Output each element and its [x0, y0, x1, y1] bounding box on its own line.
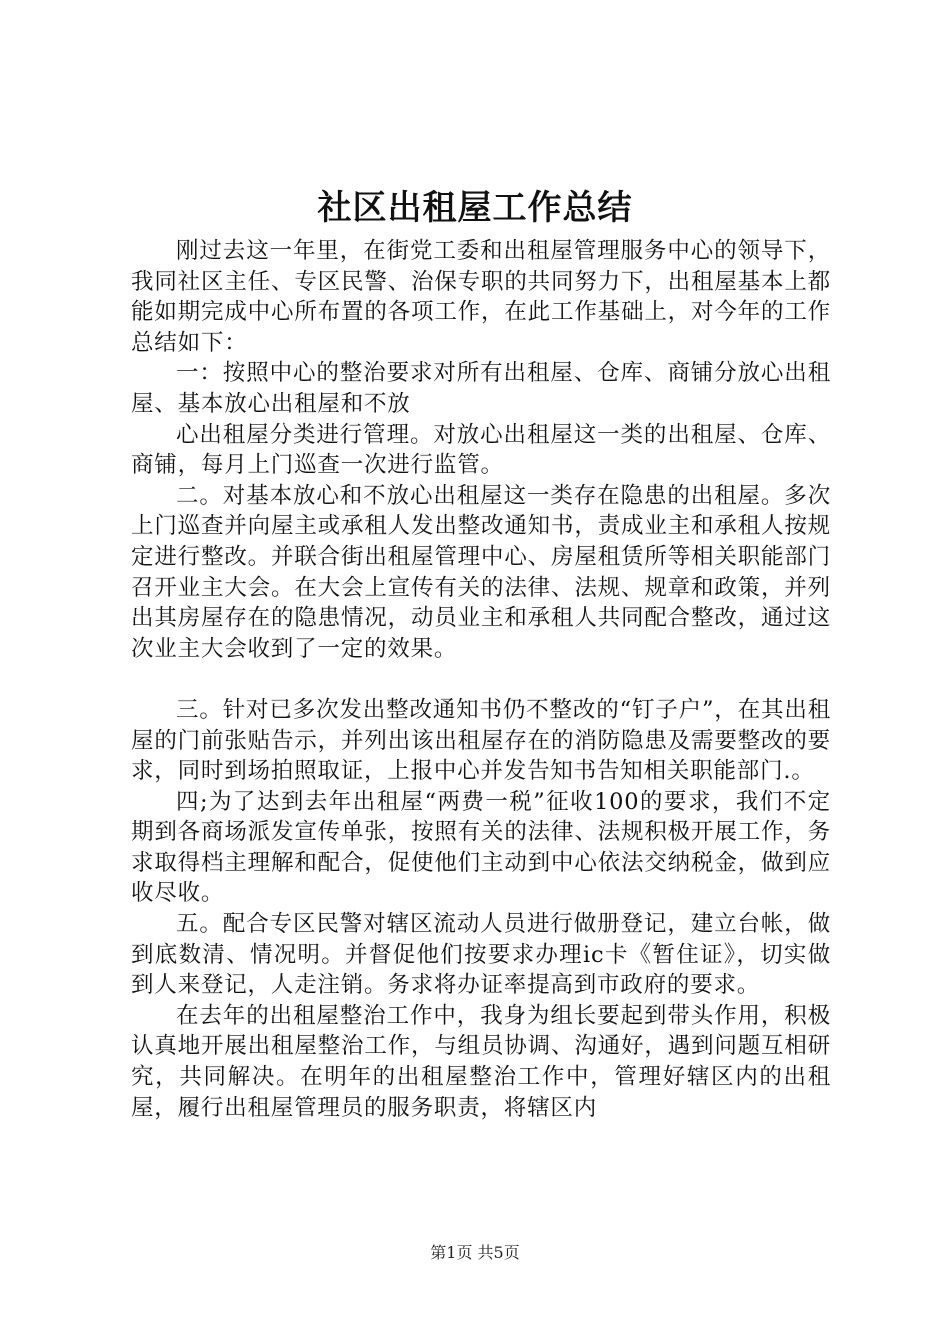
paragraph-conclusion: 在去年的出租屋整治工作中，我身为组长要起到带头作用，积极认真地开展出租屋整治工作，与组员协调、沟通好，遇到问题互相研究，共同解决。在明年的出租屋整治工作中，管理好辖区内的出租屋，履行出租屋管理员的服务职责，将辖区内 [131, 1002, 831, 1121]
paragraph-item-1-continued: 心出租屋分类进行管理。对放心出租屋这一类的出租屋、仓库、商铺，每月上门巡查一次进行监管。 [131, 421, 831, 479]
paragraph-intro: 刚过去这一年里，在街党工委和出租屋管理服务中心的领导下，我同社区主任、专区民警、治保专职的共同努力下，出租屋基本上都能如期完成中心所布置的各项工作，在此工作基础上，对今年的工作总结如下： [131, 238, 831, 356]
paragraph-item-5: 五。配合专区民警对辖区流动人员进行做册登记，建立台帐，做到底数清、情况明。并督促他们按要求办理ic卡《暂住证》，切实做到人来登记，人走注销。务求将办证率提高到市政府的要求。 [131, 911, 831, 999]
paragraph-item-2: 二。对基本放心和不放心出租屋这一类存在隐患的出租屋。多次上门巡查并向屋主或承租人发出整改通知书，责成业主和承租人按规定进行整改。并联合街出租屋管理中心、房屋租赁所等相关职能部门召开业主大会。在大会上宣传有关的法律、法规、规章和政策，并列出其房屋存在的隐患情况，动员业主和承租人共同配合整改，通过这次业主大会收到了一定的效果。 [131, 482, 831, 662]
paragraph-item-1: 一：按照中心的整治要求对所有出租屋、仓库、商铺分放心出租屋、基本放心出租屋和不放 [131, 360, 831, 417]
paragraph-item-3: 三。针对已多次发出整改通知书仍不整改的“钉子户”，在其出租屋的门前张贴告示，并列出该出租屋存在的消防隐患及需要整改的要求，同时到场拍照取证，上报中心并发告知书告知相关职能部门.。 [131, 696, 831, 785]
page-number: 第1页 共5页 [430, 1243, 520, 1262]
paragraph-item-4: 四;为了达到去年出租屋“两费一税”征收100的要求，我们不定期到各商场派发宣传单张，按照有关的法律、法规积极开展工作，务求取得档主理解和配合，促使他们主动到中心依法交纳税金，做到应收尽收。 [131, 788, 831, 907]
document-title: 社区出租屋工作总结 [317, 188, 633, 228]
document-body [131, 236, 831, 1123]
